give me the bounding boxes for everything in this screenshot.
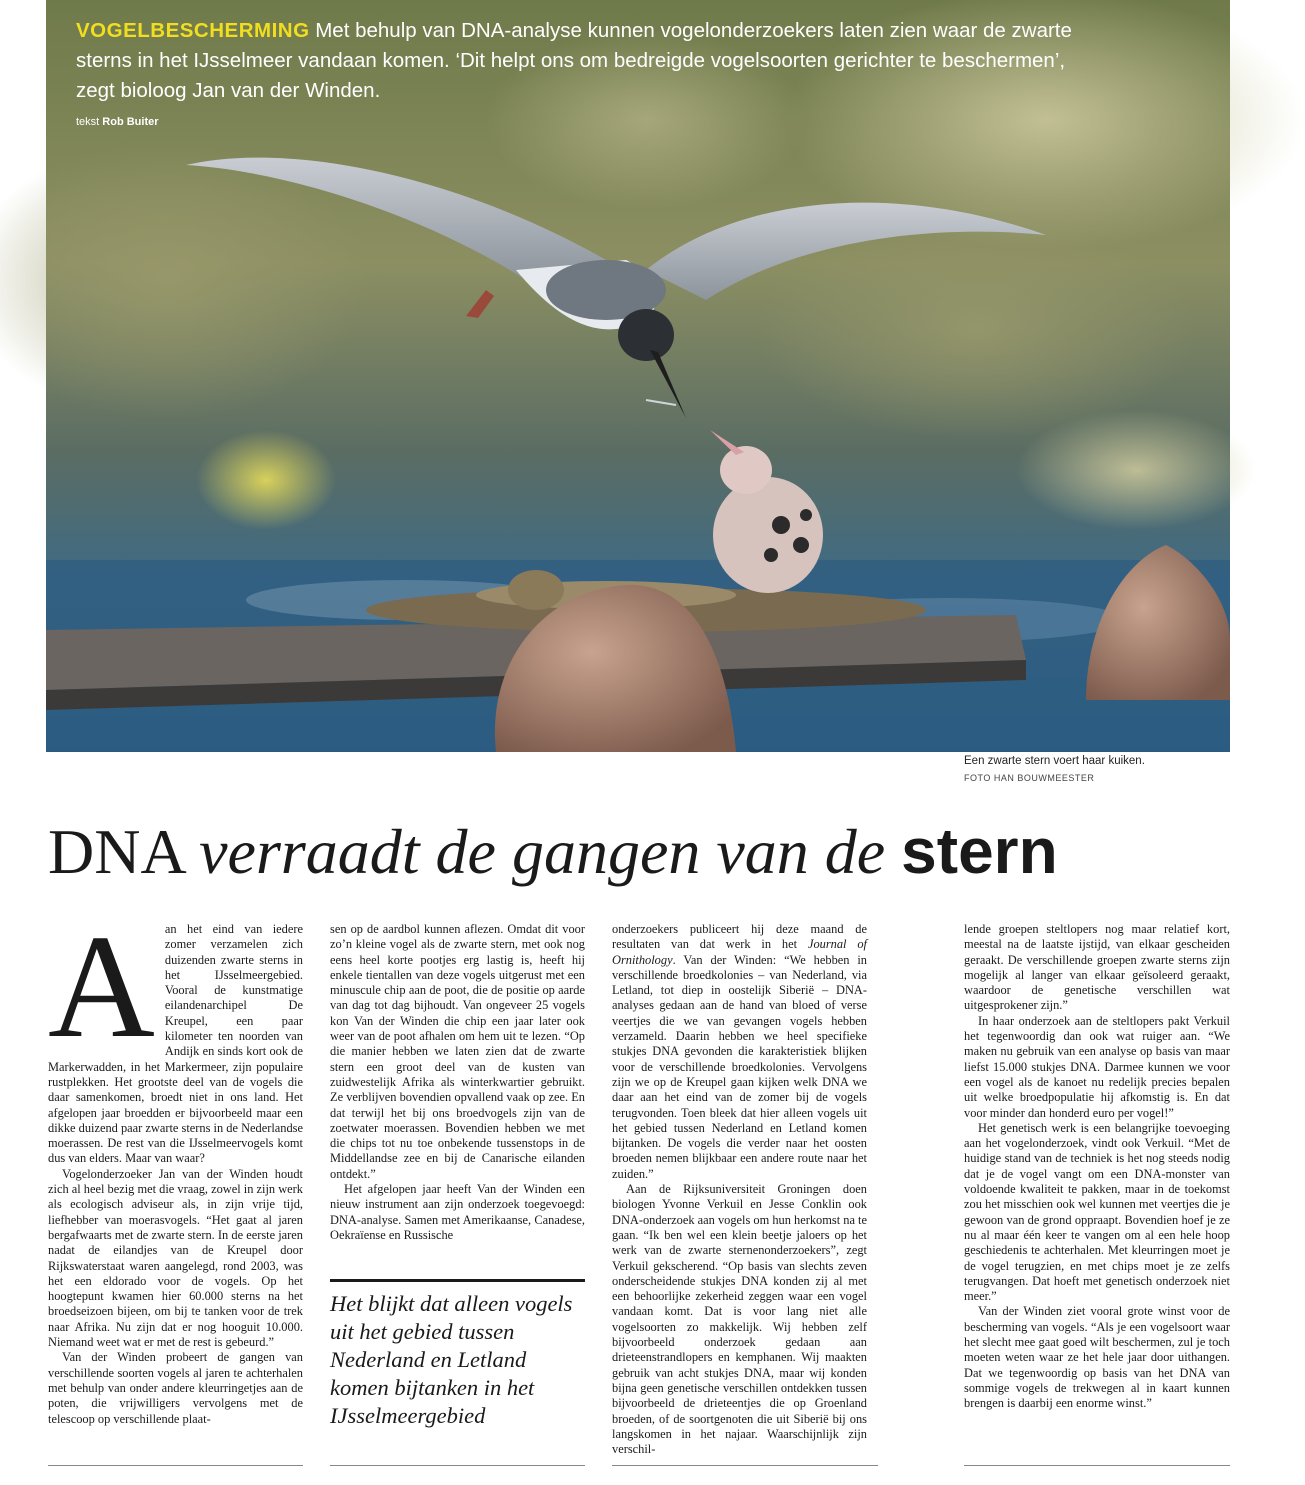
headline-part2: verraadt de gangen van de xyxy=(199,816,886,887)
article-column-4 xyxy=(964,922,1230,1452)
paragraph: Van der Winden ziet vooral grote winst voor de bescherming van vogels. “Als je een vogelsoort waar het slecht mee gaat goed wilt beschermen, zul je toch moeten weten waar ze het hele jaar door uithangen. Dat we tegenwoordig op basis van het DNA van sommige vogels de trekwegen al in kaart kunnen brengen is daarbij een enorme winst.” xyxy=(964,1304,1230,1411)
headline-part3: stern xyxy=(901,815,1058,887)
paragraph: sen op de aardbol kunnen aflezen. Omdat dit voor zo’n kleine vogel als de zwarte stern, met ook nog eens heel korte pootjes erg lastig is, heeft hij enkele tientallen van deze vogels uitgerust met een minuscule chip aan de poot, die de positie op aarde van dag tot dag bijhoudt. Van ongeveer 25 vogels kon Van der Winden die chip een jaar later ook weer van de poot afhalen om hem uit te lezen. “Op die manier hebben we laten zien dat de zwarte stern een groot deel van de kusten van zuidwestelijk Afrika als winterkwartier gebruikt. Ze verblijven bovendien opvallend vaak op zee. En dat terwijl het bij ons broedvogels zijn van de zoetwater moerassen. Bovendien hebben we met die chips tot nu toe onbekende tussenstops in de Middellandse zee en bij de Canarische eilanden ontdekt.” xyxy=(330,922,585,1181)
section-kicker: VOGELBESCHERMING xyxy=(76,19,310,42)
column-rule xyxy=(48,1465,303,1466)
byline-author: Rob Buiter xyxy=(102,116,159,128)
article-column-1 xyxy=(48,905,303,1452)
paragraph: Vogelonderzoeker Jan van der Winden houdt zich al heel bezig met die vraag, zowel in zijn werk als ecologisch adviseur als, in zijn vrije tijd, liefhebber van moerasvogels. “Het gaat al jaren bergafwaarts met de zwarte stern. In de eerste jaren nadat de eilandjes van de Kreupel door Rijkswaterstaat waren aangelegd, rond 2003, was het een eldorado voor de vogels. Op het hoogtepunt kwamen hier 60.000 sterns na het broedseizoen bijeen, om bij te tanken voor de trek naar Afrika. Nu zijn dat er nog hooguit 10.000. Niemand weet wat er met de rest is gebeurd.” xyxy=(48,1166,303,1350)
hero-photo xyxy=(46,0,1230,752)
paragraph: Het genetisch werk is een belangrijke toevoeging aan het vogelonderzoek, vindt ook Verkuil. “Met de huidige stand van de techniek is het nog steeds nodig dat je de vogel vangt om een DNA-monster van voldoende kwaliteit te pakken, maar in de toekomst zou het misschien ook wel kunnen met veertjes die je gewoon van de grond oppraapt. Bovendien hoef je ze nu al maar één keer te vangen om al een hele hoop geschiedenis te achterhalen. Met kleurringen moet je de vogel terugzien, en met chips moet je ze zelfs terugvangen. Dat hoeft met genetisch onderzoek niet meer.” xyxy=(964,1120,1230,1304)
paragraph: In haar onderzoek aan de steltlopers pakt Verkuil het tegenwoordig dan ook wat ruiger aan. “We maken nu gebruik van een analyse op basis van maar liefst 15.000 stukjes DNA. Darmee kunnen we voor een vogel als de kanoet nu redelijk precies bepalen uit welke broedpopulatie hij afkomstig is. En dat voor minder dan honderd euro per vogel!” xyxy=(964,1013,1230,1120)
drop-cap: A xyxy=(48,905,155,1069)
paragraph xyxy=(612,922,867,1182)
paragraph xyxy=(48,905,303,1167)
paragraph: Het afgelopen jaar heeft Van der Winden een nieuw instrument aan zijn onderzoek toegevoegd: DNA-analyse. Samen met Amerikaanse, Canadese, Oekraïense en Russische xyxy=(330,1182,585,1242)
paragraph: Van der Winden probeert de gangen van verschillende soorten vogels al jaren te achterhalen met behulp van onder andere kleurringetjes aan de poten, die vrijwilligers vervolgens met de telescoop op verschillende plaat- xyxy=(48,1350,303,1426)
journal-title: Journal of Ornithology xyxy=(612,937,868,967)
paragraph: lende groepen steltlopers nog maar relatief kort, meestal na de laatste ijstijd, van elkaar gescheiden geraakt. De verschillende groepen zwarte sterns zijn mogelijk al langer van elkaar geïsoleerd geraakt, waardoor de genetische verschillen wat uitgesprokener zijn.” xyxy=(964,922,1230,1013)
pullquote-rule xyxy=(330,1279,585,1282)
paragraph: Aan de Rijksuniversiteit Groningen doen biologen Yvonne Verkuil en Jesse Conklin ook DNA-onderzoek aan vogels om hun herkomst na te gaan. “Ik ben wel een klein beetje jaloers op het werk van de zwarte sternenonderzoekers”, zegt Verkuil gekscherend. “Op basis van slechts zeven onderscheidende stukjes DNA konden zij al met een behoorlijke zekerheid zeggen waar een vogel vandaan komt. Dat is voor lang niet alle vogelsoorten zo makkelijk. Wij hebben zelf bijvoorbeeld onderzoek gedaan aan drieteenstrandlopers en kemphanen. Wij maakten gebruik van acht stukjes DNA, maar wij konden bijna geen genetische verschillen ontdekken tussen bijvoorbeeld de drieteentjes die op Groenland broeden, of de soortgenoten die uit Siberië bij ons langskomen in het najaar. Waarschijnlijk zijn verschil- xyxy=(612,1182,867,1457)
paragraph-text: an het eind van iedere zomer verzamelen zich duizenden zwarte sterns in het IJsselmeergebied. Vooral de kunstmatige eilandenarchipel De Kreupel, een paar kilometer ten noorden van Andijk en sinds kort ook de Markerwadden, in het Markermeer, zijn populaire rustplekken. Het grootste deel van de vogels die daar samenkomen, broedt niet in ons land. Het afgelopen jaar broedden er bijvoorbeeld maar een dikke duizend paar zwarte sterns in de Nederlandse moerassen. De rest van die IJsselmeervogels komt dus van elders. Maar van waar? xyxy=(48,922,303,1166)
article-column-2 xyxy=(330,922,585,1242)
tern-feeding-chick-illustration xyxy=(46,0,1230,752)
intro-text: Met behulp van DNA-analyse kunnen vogelonderzoekers laten zien waar de zwarte sterns in het IJsselmeer vandaan komen. ‘Dit helpt ons om bedreigde vogelsoorten gerichter te beschermen’, zegt bioloog Jan van der Winden. xyxy=(76,19,1072,102)
paragraph-text: onderzoekers publiceert hij deze maand de resultaten van dat werk in het xyxy=(612,922,867,952)
byline xyxy=(76,116,159,128)
pullquote: Het blijkt dat alleen vogels uit het gebied tussen Nederland en Letland komen bijtanken in het IJsselmeergebied xyxy=(330,1291,573,1428)
paragraph-text: . Van der Winden: “We hebben in verschillende broedkolonies – van Nederland, via Letland, tot diep in oostelijk Siberië – DNA-analyses gedaan aan de hand van bloed of verse veertjes die we van gevangen vogels hebben verzameld. Daarin hebben we heel specifieke stukjes DNA gevonden die karakteristiek blijken voor de verschillende broedkolonies. Vervolgens zijn we op de Kreupel gaan kijken welk DNA we daar aan het eind van de zomer bij de vogels terugvonden. Toen bleek dat hier alleen vogels uit het gebied tussen Nederland en Letland komen bijtanken. De vogels die verder naar het oosten broeden nemen blijkbaar een andere route naar het zuiden.” xyxy=(612,952,867,1181)
headline xyxy=(48,806,1058,897)
column-rule xyxy=(964,1465,1230,1466)
headline-part1: DNA xyxy=(48,816,184,887)
photo-credit: FOTO HAN BOUWMEESTER xyxy=(964,773,1095,783)
byline-prefix: tekst xyxy=(76,116,100,128)
photo-caption: Een zwarte stern voert haar kuiken. xyxy=(964,755,1145,767)
intro-lead xyxy=(76,16,1076,106)
column-rule xyxy=(612,1465,878,1466)
article-column-3 xyxy=(612,922,868,1457)
column-rule xyxy=(330,1465,585,1466)
